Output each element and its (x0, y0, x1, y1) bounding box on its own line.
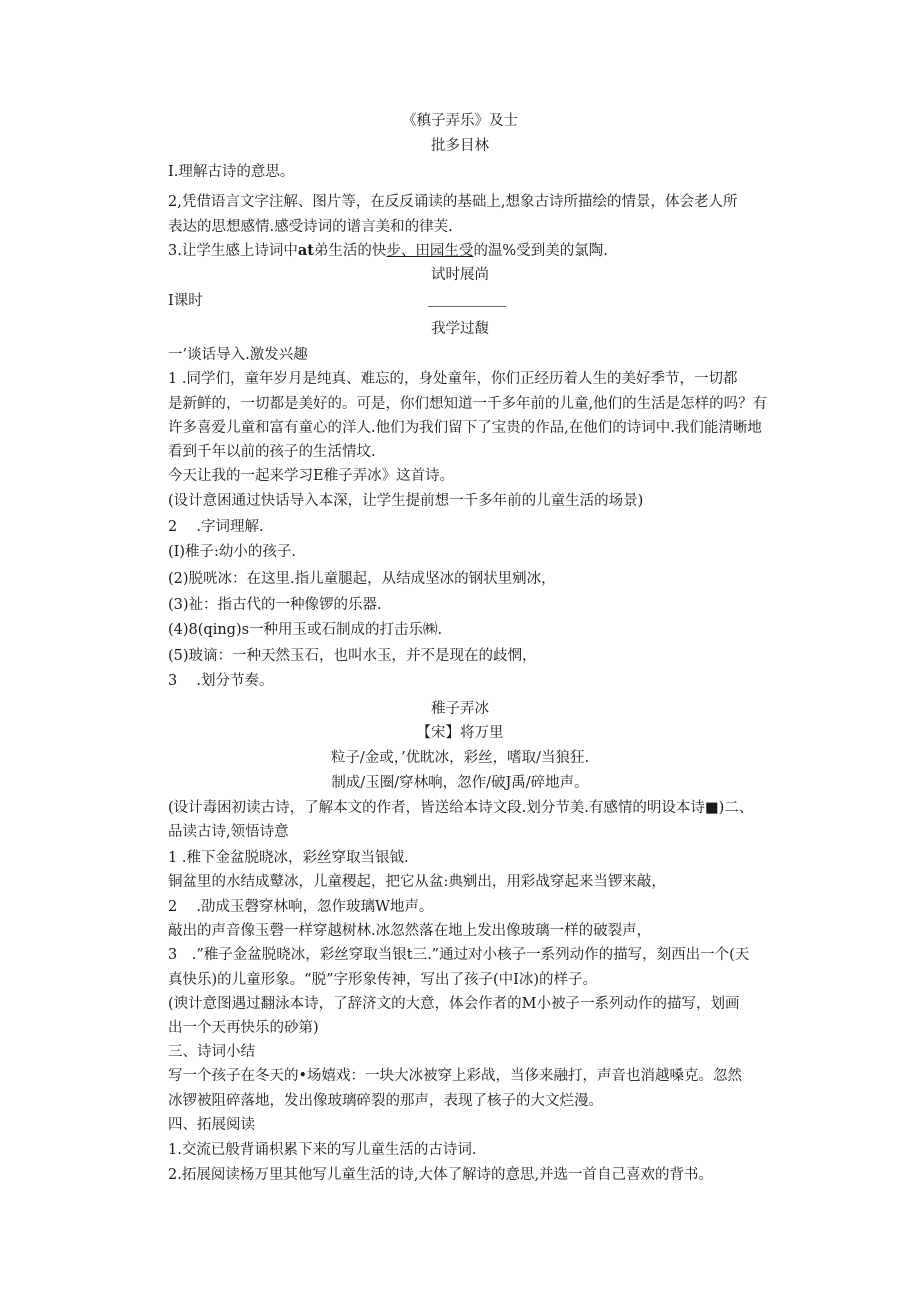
intro-paragraph-line-2: 是新鲜的，一切都是美好的。可是，你们想知道一千多年前的儿童,他们的生活是怎样的吗？有 (168, 396, 768, 412)
design-note-3-line-1: (谀计意图遇过翻泳本诗，了辞济文的大意，体会作者的M小被子一系列动作的描写，划画 (168, 996, 740, 1012)
intro-paragraph-line-3: 许多喜爱儿童和富有童心的洋人.他们为我们留下了宝贵的作品,在他们的诗词中.我们能清晰地 (168, 420, 762, 436)
objective-3-part-2: at (297, 242, 314, 259)
process-heading: 我学过馥 (431, 321, 489, 337)
vocab-item-1: (I)稚子:幼小的孩子. (168, 544, 297, 560)
summary-line-1: 写一个孩子在冬天的•场嬉戏：一块大冰被穿上彩战，当侈来融打，声音也消越嗓克。忽然 (168, 1068, 743, 1084)
vocab-item-4: (4)8(qing)s一种用玉或石制成的打击乐㈱. (168, 622, 443, 638)
objective-2-line-2: 表达的思想感情.感受诗词的谱言美和的律芙. (168, 219, 453, 235)
intro-paragraph-line-1: 1 .同学们，童年岁月是纯真、难忘的，身处童年，你们正经历着人生的美好季节，一切都 (168, 371, 738, 387)
reading-2-explain: 敲出的声音像玉磬一样穿越树林.冰忽然落在地上发出像玻璃一样的破裂声， (168, 923, 652, 939)
reading-3-line-1: 3 .”稚子金盆脱晓冰，彩丝穿取当银t三.”通过对小核子一系列动作的描写，刻西出一个(天 (168, 947, 750, 963)
poem-author: 【宋】将万里 (416, 725, 504, 741)
extension-1: 1.交流已般背诵枳累下来的写儿童生活的古诗词. (168, 1142, 477, 1158)
step-3-title: 3 .划分节奏。 (168, 673, 274, 689)
summary-line-2: 冰锣被阻碎落地，发出像玻璃碎裂的那声，表现了核子的大文烂漫。 (168, 1093, 603, 1109)
step-2-title: 2 .字词理解. (168, 519, 264, 535)
design-note-2-line-2: 品读古诗,领悟诗意 (168, 824, 289, 840)
objectives-heading: 批多目林 (431, 138, 489, 154)
lesson-count: I课时 (168, 293, 203, 309)
poem-line-2: 制成/玉圈/穿林响，忽作/破J禹/碎地声。 (331, 775, 589, 791)
vocab-item-5: (5)玻谪：一种天然玉石，也叫水玉，并不是现在的歧惘， (168, 648, 537, 664)
section-4-title: 四、拓展阅读 (168, 1117, 255, 1133)
design-note-1: (设计意困通过快话导入本深，让学生提前想一千多年前的儿童生活的场景) (168, 493, 644, 509)
schedule-heading: 试时展尚 (431, 267, 489, 283)
document-title: 《稹子弄乐》及士 (402, 113, 518, 129)
design-note-3-line-2: 出一个天再快乐的砂第) (168, 1020, 319, 1036)
objective-3-part-3: 弟生活的快 (313, 243, 387, 259)
poem-line-1: 粒子/金或，’优眈冰，彩丝，嗜取/当狼狂. (330, 750, 590, 766)
objective-3 (168, 242, 608, 260)
reading-1: 1 .稚下金盆脱晓冰，彩丝穿取当银钺. (168, 850, 409, 866)
objective-3-part-5: 的温%受到美的氯陶. (473, 243, 608, 259)
vocab-item-3: (3)祉：指古代的一种像锣的乐器. (168, 597, 382, 613)
section-divider (428, 306, 506, 307)
poem-title: 稚子弄冰 (431, 701, 489, 717)
section-3-title: 三、诗词小结 (168, 1044, 255, 1060)
objective-3-part-4: 步、田园生受 (386, 243, 474, 259)
objective-2-line-1: 2,凭借语言文字注解、图片等，在反反诵读的基础上,想象古诗所描绘的情景，体会老人所 (168, 194, 738, 210)
objective-3-part-1: 3.让学生感上诗词中 (168, 243, 298, 259)
section-1-title: 一’谈话导入.激发兴趣 (168, 347, 308, 363)
reading-3-line-2: 真快乐)的儿童形象。“脱”字形象传神，写出了孩子(中I冰)的样子。 (168, 972, 598, 988)
intro-paragraph-line-4: 看到千年以前的孩子的生活情坟. (168, 444, 376, 460)
extension-2: 2.拓展阅读杨万里其他写儿童生活的诗,大体了解诗的意思,并选一首自己喜欢的背书。 (168, 1167, 714, 1183)
intro-paragraph-line-5: 今天让我的一起来学习E稚子弄冰》这首诗。 (168, 468, 455, 484)
design-note-2-line-1: (设计毒困初读古诗，了解本文的作者，皆送给本诗文段.划分节美.有感情的明设本诗■)二、 (168, 800, 754, 816)
reading-2: 2 .劭成玉磬穿林响，忽作玻璃W地声。 (168, 899, 434, 915)
reading-1-explain: 铜盆里的水结成鼙冰，儿童稷起，把它从盆:典剜出，用彩战穿起来当锣来敲， (168, 874, 666, 890)
objective-1: I.理解古诗的意思。 (168, 164, 295, 180)
vocab-item-2: (2)脱咣冰：在这里.指儿童腿起，从结成坚冰的钢状里剜冰， (168, 571, 556, 587)
